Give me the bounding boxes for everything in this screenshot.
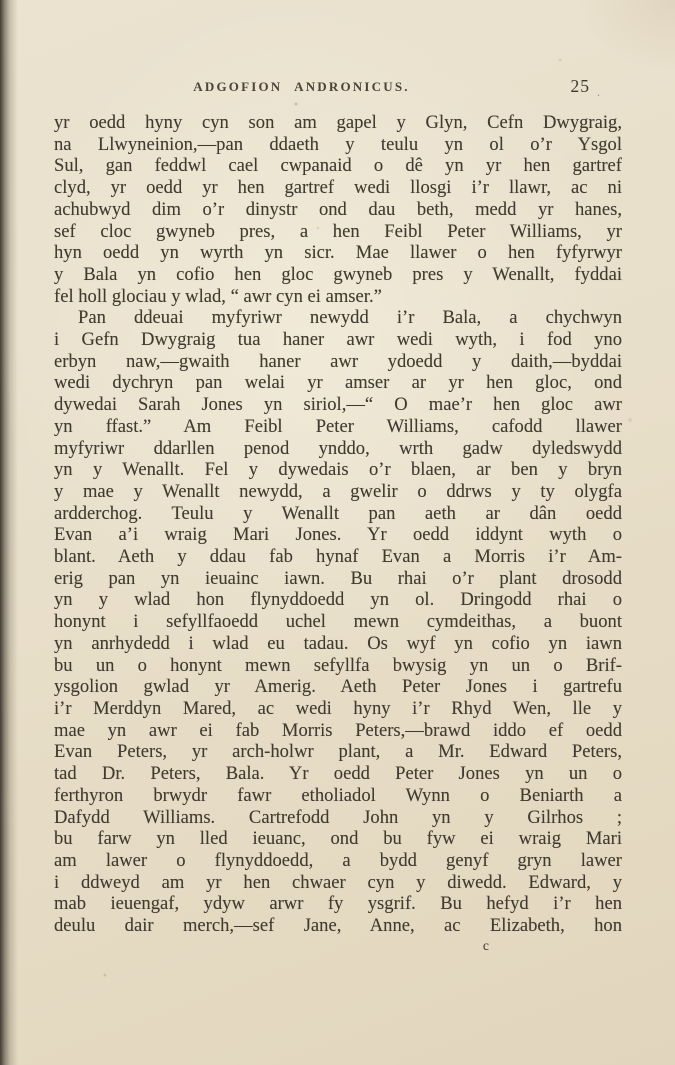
text-line: yn anrhydedd i wlad eu tadau. Os wyf yn cofio yn iawn (54, 632, 622, 654)
text-line: yn y Wenallt. Fel y dywedais o’r blaen, ar ben y bryn (54, 459, 622, 481)
text-line: tad Dr. Peters, Bala. Yr oedd Peter Jones yn un o (54, 763, 622, 785)
signature-line (54, 938, 622, 956)
text-line: ardderchog. Teulu y Wenallt pan aeth ar dân oedd (54, 502, 622, 524)
text-line: na Llwyneinion,—pan ddaeth y teulu yn ol o’r Ysgol (54, 133, 622, 155)
text-line: y Bala yn cofio hen gloc gwyneb pres y Wenallt, fyddai (54, 263, 622, 285)
text-line: dywedai Sarah Jones yn siriol,—“ O mae’r hen gloc awr (54, 394, 622, 416)
text-line: ysgolion gwlad yr Amerig. Aeth Peter Jones i gartrefu (54, 676, 622, 698)
text-line: clyd, yr oedd yr hen gartref wedi llosgi i’r llawr, ac ni (54, 177, 622, 199)
text-line: yn y wlad hon flynyddoedd yn ol. Dringodd rhai o (54, 589, 622, 611)
text-line: am lawer o flynyddoedd, a bydd genyf gryn lawer (54, 849, 622, 871)
running-head (55, 76, 622, 99)
text-line: wedi dychryn pan welai yr amser ar yr hen gloc, ond (54, 372, 622, 394)
page-number: 25 (570, 76, 590, 96)
text-lines (54, 112, 622, 937)
text-line: yn ffast.” Am Feibl Peter Williams, cafodd llawer (54, 415, 622, 437)
page-number-dot: . (597, 85, 600, 99)
text-line: i Gefn Dwygraig tua haner awr wedi wyth, i fod yno (54, 329, 622, 351)
text-line: Sul, gan feddwl cael cwpanaid o dê yn yr hen gartref (54, 155, 622, 177)
text-line: bu un o honynt mewn sefyllfa bwysig yn un o Brif- (54, 654, 622, 676)
body-text (54, 112, 622, 956)
text-line: Dafydd Williams. Cartrefodd John yn y Gilrhos ; (54, 806, 622, 828)
text-line: bu farw yn lled ieuanc, ond bu fyw ei wraig Mari (54, 828, 622, 850)
text-line: yr oedd hyny cyn son am gapel y Glyn, Cefn Dwygraig, (54, 112, 622, 133)
text-line: deulu dair merch,—sef Jane, Anne, ac Elizabeth, hon (54, 915, 622, 937)
text-line: blant. Aeth y ddau fab hynaf Evan a Morris i’r Am- (54, 546, 622, 568)
text-line: mae yn awr ei fab Morris Peters,—brawd iddo ef oedd (54, 719, 622, 741)
text-line: erig pan yn ieuainc iawn. Bu rhai o’r plant drosodd (54, 567, 622, 589)
running-head-title: ADGOFION ANDRONICUS. (193, 79, 410, 94)
text-line: fel holl glociau y wlad, “ awr cyn ei amser.” (54, 285, 382, 307)
text-line: achubwyd dim o’r dinystr ond dau beth, medd yr hanes, (54, 198, 622, 220)
text-line: Evan Peters, yr arch-holwr plant, a Mr. Edward Peters, (54, 741, 622, 763)
text-line: i ddweyd am yr hen chwaer cyn y diwedd. Edward, y (54, 871, 622, 893)
text-line: ferthyron brwydr fawr etholiadol Wynn o Beniarth a (54, 784, 622, 806)
text-line: mab ieuengaf, ydyw arwr fy ysgrif. Bu hefyd i’r hen (54, 893, 622, 915)
text-line: hyn oedd yn wyrth yn sicr. Mae llawer o hen fyfyrwyr (54, 242, 622, 264)
text-line: erbyn naw,—gwaith haner awr ydoedd y daith,—byddai (54, 350, 622, 372)
text-line: honynt i sefyllfaoedd uchel mewn cymdeithas, a buont (54, 611, 622, 633)
text-line: Evan a’i wraig Mari Jones. Yr oedd iddynt wyth o (54, 524, 622, 546)
text-line: i’r Merddyn Mared, ac wedi hyny i’r Rhyd Wen, lle y (54, 697, 622, 719)
text-line: sef cloc gwyneb pres, a hen Feibl Peter Williams, yr (54, 220, 622, 242)
printers-signature-mark: c (482, 937, 489, 953)
text-line: Pan ddeuai myfyriwr newydd i’r Bala, a chychwyn (78, 307, 622, 329)
text-line: myfyriwr ddarllen penod ynddo, wrth gadw dyledswydd (54, 437, 622, 459)
text-line: y mae y Wenallt newydd, a gwelir o ddrws y ty olygfa (54, 480, 622, 502)
